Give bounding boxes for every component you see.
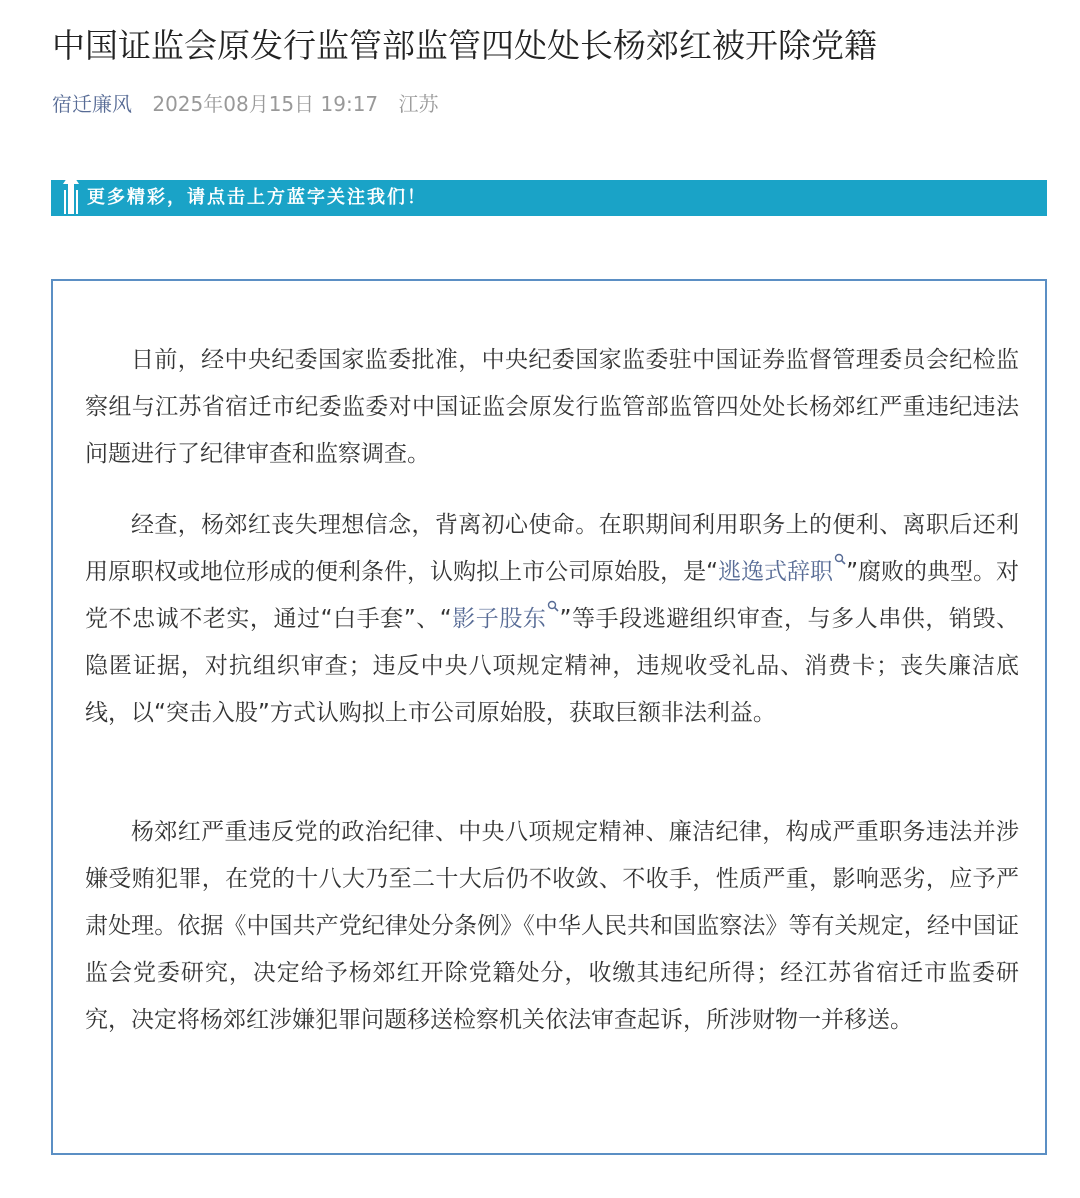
up-arrow-icon (59, 170, 83, 216)
account-name-link[interactable]: 宿迁廉风 (52, 92, 132, 116)
follow-banner (51, 180, 1047, 216)
article-title: 中国证监会原发行监管部监管四处处长杨郊红被开除党籍 (52, 26, 877, 65)
paragraph-2 (85, 502, 1019, 737)
keyword-link-label: 影子股东 (451, 606, 547, 632)
publish-location: 江苏 (398, 92, 439, 116)
paragraph-3: 杨郊红严重违反党的政治纪律、中央八项规定精神、廉洁纪律，构成严重职务违法并涉嫌受贿犯罪，在党的十八大乃至二十大后仍不收敛、不收手，性质严重，影响恶劣，应予严肃处理。依据《中国共产党纪律处分条例》《中华人民共和国监察法》等有关规定，经中国证监会党委研究，决定给予杨郊红开除党籍处分，收缴其违纪所得；经江苏省宿迁市监委研究，决定将杨郊红涉嫌犯罪问题移送检察机关依法审查起诉，所涉财物一并移送。 (85, 819, 1019, 1033)
article-content-box (51, 279, 1047, 1155)
paragraph-2-text-c: ”等手段逃避组织审查，与多人串供，销毁、隐匿证据，对抗组织审查；违反中央八项规定精神，违规收受礼品、消费卡；丧失廉洁底线，以“突击入股”方式认购拟上市公司原始股，获取巨额非法利益。 (85, 606, 1020, 726)
follow-banner-text: 更多精彩，请点击上方蓝字关注我们！ (87, 187, 427, 208)
paragraph-2-text-a: 经查，杨郊红丧失理想信念，背离初心使命。在职期间利用职务上的便利、离职后还利用原职权或地位形成的便利条件，认购拟上市公司原始股，是“ (85, 512, 1019, 585)
search-icon (834, 553, 846, 565)
paragraph-2-text-b: ”腐败的典型。对党不忠诚不老实，通过“白手套”、“ (85, 559, 1020, 632)
keyword-link-shadow-shareholder[interactable] (452, 606, 560, 632)
publish-date: 2025年08月15日 19:17 (152, 92, 379, 116)
keyword-link-label: 逃逸式辞职 (718, 559, 834, 585)
article-meta (52, 88, 439, 120)
search-icon (547, 600, 559, 612)
paragraph-1: 日前，经中央纪委国家监委批准，中央纪委国家监委驻中国证券监督管理委员会纪检监察组与江苏省宿迁市纪委监委对中国证监会原发行监管部监管四处处长杨郊红严重违纪违法问题进行了纪律审查和监察调查。 (85, 347, 1019, 467)
keyword-link-escape-resignation[interactable] (718, 559, 846, 585)
